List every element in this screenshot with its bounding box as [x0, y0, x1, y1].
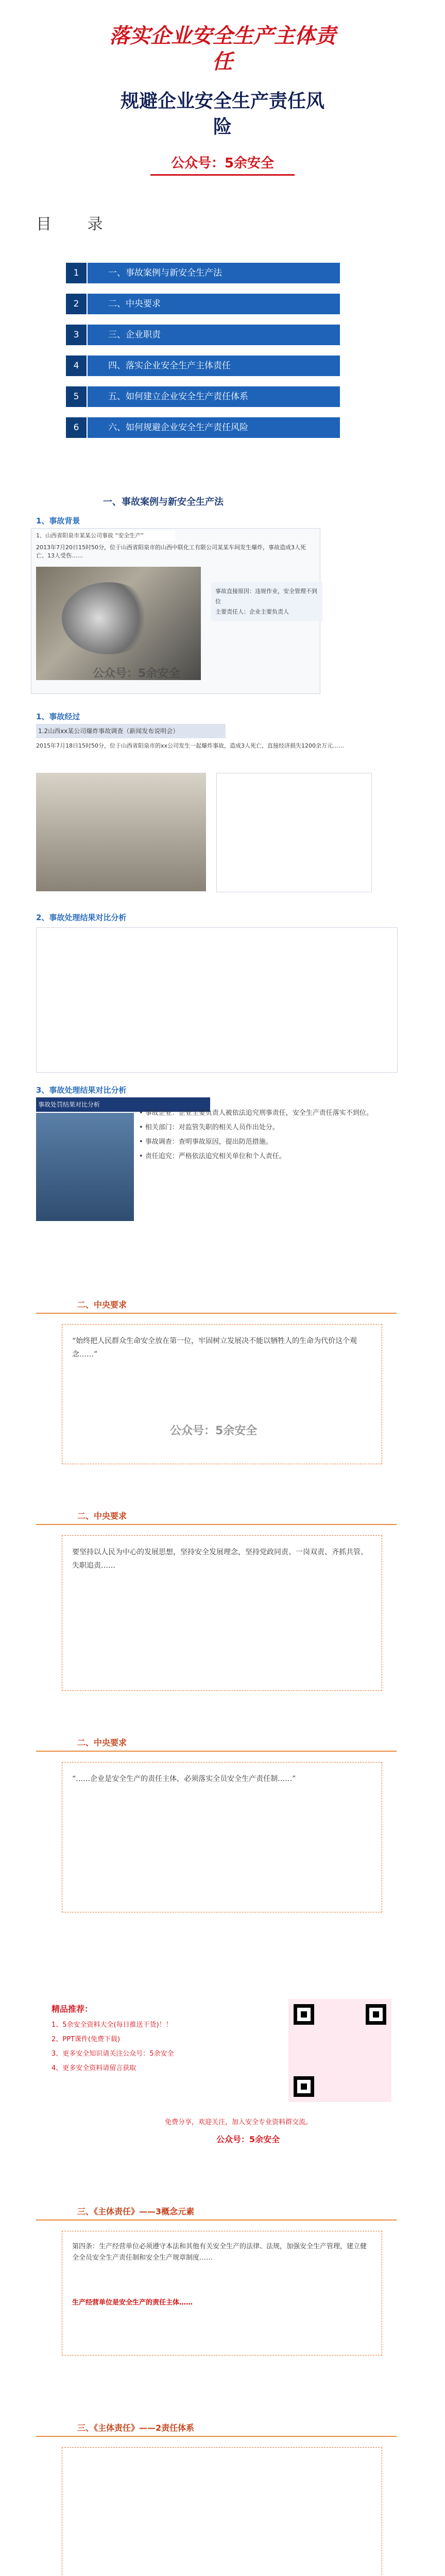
toc-item-label: 三、企业职责	[108, 330, 161, 340]
side-note-2: 主要责任人：企业主要负责人	[215, 608, 289, 615]
section2-heading: 二、中央要求	[77, 1300, 127, 1310]
qr-corner-icon	[366, 2004, 386, 2025]
sub4-title: 事故处罚结果对比分析	[36, 1097, 210, 1112]
building-photo	[36, 773, 206, 891]
promo-title: 精品推荐：	[52, 2004, 93, 2014]
divider	[36, 1751, 397, 1752]
divider	[36, 2219, 397, 2221]
section3-highlight: 生产经营单位是安全生产的责任主体……	[72, 2299, 193, 2307]
section3-text: 第四条：生产经营单位必须遵守本法和其他有关安全生产的法律、法规，加强安全生产管理，建立健全全员安全生产责任制和安全生产规章制度……	[72, 2243, 367, 2262]
smoke-shape	[62, 582, 155, 654]
section1-sub3: 2、事故处理结果对比分析	[36, 913, 127, 922]
section2-watermark: 公众号：5余安全	[170, 1425, 258, 1437]
toc-item-number: 6	[66, 417, 87, 438]
document-subtitle-line-2: 险	[213, 116, 232, 138]
sub4-point: • 相关部门：对监管失职的相关人员作出处分。	[139, 1124, 279, 1131]
title-area	[0, 0, 445, 138]
toc-item-label: 六、如何规避企业安全生产责任风险	[108, 422, 248, 433]
toc-item[interactable]	[73, 355, 340, 376]
comparison-table-panel	[36, 927, 398, 1073]
section1-sub4: 3、事故处理结果对比分析	[36, 1086, 127, 1095]
sub2-side-panel	[216, 773, 372, 892]
section1-body: 2013年7月20日15时50分，位于山西省阳泉市的山西中联化工有限公司某某车间发生爆炸，事故造成3人死亡、13人受伤……	[36, 544, 306, 559]
promo-item[interactable]: 2、PPT课件(免费下载)	[52, 2036, 121, 2043]
promo-account: 公众号：5余安全	[216, 2134, 280, 2144]
toc-item-number: 3	[66, 325, 87, 345]
toc-title: 目 录	[36, 215, 118, 233]
sub4-photo	[36, 1113, 134, 1221]
sub4-points	[139, 1108, 397, 1165]
toc-item[interactable]	[73, 263, 340, 283]
toc-item-label: 四、落实企业安全生产主体责任	[108, 361, 231, 371]
toc-item-label: 五、如何建立企业安全生产责任体系	[108, 392, 248, 402]
section1-box-label: 1、山西省阳泉市某某公司事故 “安全生产”	[36, 531, 175, 541]
section3-heading-b: 三、《主体责任》——2责任体系	[77, 2423, 195, 2433]
section3-heading: 三、《主体责任》——3概念元素	[77, 2207, 195, 2216]
section1-heading: 一、事故案例与新安全生产法	[103, 497, 224, 507]
toc-item[interactable]	[73, 417, 340, 438]
divider	[36, 1524, 397, 1525]
account-label: 公众号：5余安全	[0, 152, 445, 172]
promo-item[interactable]: 3、更多安全知识请关注公众号：5余安全	[52, 2050, 174, 2058]
section2-heading-3: 二、中央要求	[77, 1738, 127, 1748]
qr-corner-icon	[294, 2004, 314, 2025]
divider	[36, 2436, 397, 2437]
section2-heading-2: 二、中央要求	[77, 1511, 127, 1521]
promo-item[interactable]: 1、5余安全资料大全(每日推送干货)！！	[52, 2021, 173, 2029]
document-subtitle-line-1: 规避企业安全生产责任风	[120, 91, 324, 112]
document-title-line-1: 落实企业安全生产主体责	[109, 24, 336, 48]
promo-footer: 免费分享，欢迎关注，加入安全专业资料群交流。	[165, 2119, 313, 2126]
toc-item-number: 1	[66, 263, 87, 283]
photo-watermark: 公众号：5余安全	[93, 667, 180, 680]
promo-list	[52, 2020, 268, 2077]
side-note-1: 事故直接原因：违规作业，安全管理不到位	[215, 588, 317, 605]
promo-item[interactable]: 4、更多安全资料请留言获取	[52, 2064, 136, 2072]
toc-item-number: 5	[66, 386, 87, 407]
sub4-point: • 事故企业：企业主要负责人被依法追究刑事责任，安全生产责任落实不到位。	[139, 1109, 373, 1117]
side-note	[211, 582, 322, 621]
document-title-line-2: 任	[212, 49, 233, 74]
section2-body-2: 要坚持以人民为中心的发展思想，坚持安全发展理念，坚持党政同责、一岗双责、齐抓共管、失职追责……	[72, 1548, 368, 1570]
section1-sub1: 1、事故背景	[36, 516, 80, 526]
section1-sub2-body: 2015年7月18日15时50分，位于山西省阳泉市的xx公司发生一起爆炸事故，造成3人死亡，直接经济损失1200余万元……	[36, 742, 344, 749]
section2-quote: “始终把人民群众生命安全放在第一位，牢固树立发展决不能以牺牲人的生命为代价这个观念……”	[72, 1337, 357, 1359]
toc-item-number: 2	[66, 294, 87, 314]
section2-body-3: “……企业是安全生产的责任主体，必须落实全员安全生产责任制……”	[72, 1775, 296, 1783]
section1-sub2-box: 1.2山西xx某公司爆炸事故调查（新闻发布说明会）	[36, 724, 226, 738]
section3-box-b	[62, 2447, 382, 2576]
sub4-point: • 责任追究：严格依法追究相关单位和个人责任。	[139, 1153, 286, 1160]
divider	[36, 1313, 397, 1314]
toc-item-number: 4	[66, 355, 87, 376]
qr-corner-icon	[294, 2076, 314, 2097]
section1-sub2: 1、事故经过	[36, 712, 80, 721]
toc-item[interactable]	[73, 294, 340, 314]
toc-item[interactable]	[73, 386, 340, 407]
toc-item-label: 一、事故案例与新安全生产法	[108, 268, 222, 278]
toc-item-label: 二、中央要求	[108, 299, 161, 309]
sub4-point: • 事故调查：查明事故原因，提出防范措施。	[139, 1138, 272, 1146]
toc-item[interactable]	[73, 325, 340, 345]
